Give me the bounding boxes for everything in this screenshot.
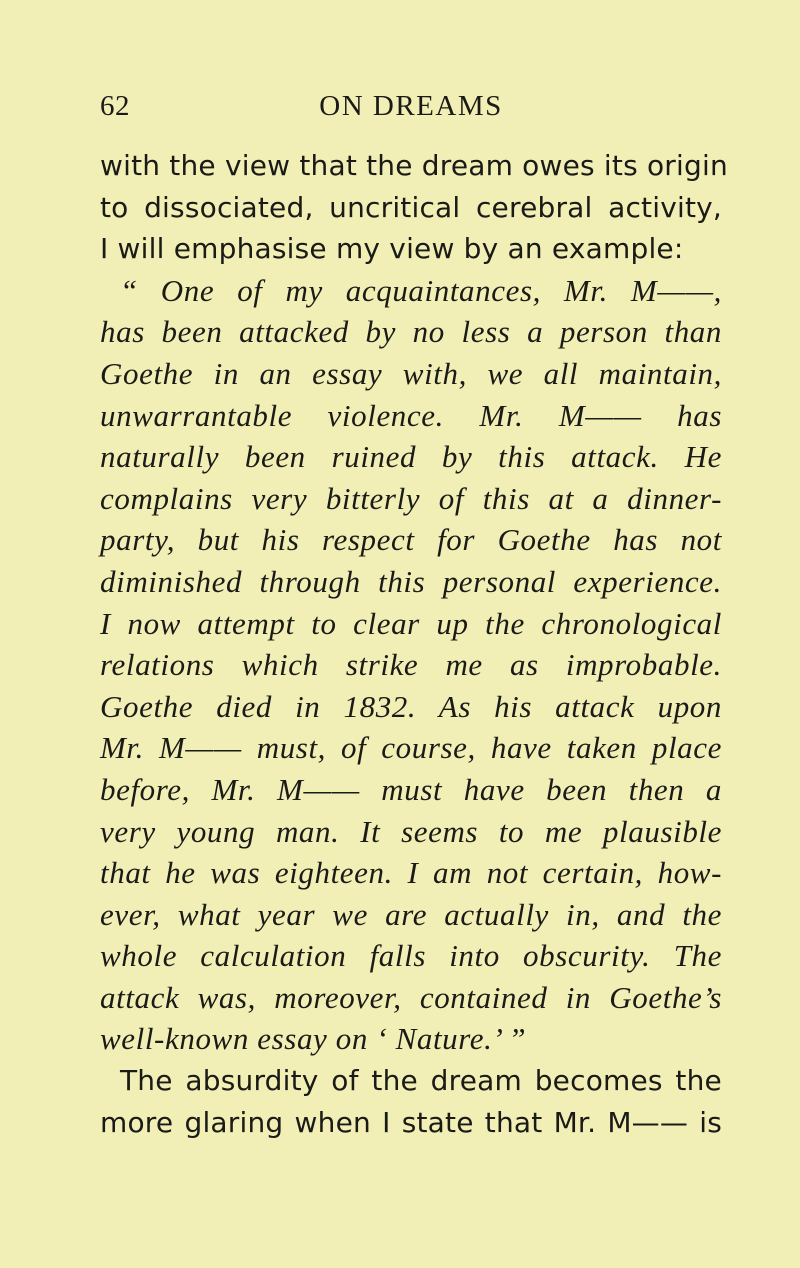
quote-line: has been attacked by no less a person than — [100, 314, 722, 350]
text-line: with the view that the dream owes its origin — [100, 149, 728, 182]
body-text — [100, 145, 728, 1143]
quote-line: ever, what year we are actually in, and the — [100, 896, 722, 932]
quote-line: Mr. M—— must, of course, have taken place — [100, 730, 722, 766]
quote-line: “ One of my acquaintances, Mr. M——, — [120, 272, 722, 308]
quote-line: relations which strike me as improbable. — [100, 647, 722, 683]
text-line: to dissociated, uncritical cerebral activity, — [100, 190, 722, 224]
quote-line: naturally been ruined by this attack. He — [100, 439, 722, 475]
quote-line: very young man. It seems to me plausible — [100, 813, 722, 849]
quote-line: attack was, moreover, contained in Goethe’s — [100, 979, 722, 1015]
quote-line: Goethe in an essay with, we all maintain, — [100, 355, 722, 391]
quote-line: well-known essay on ‘ Nature.’ ” — [100, 1021, 527, 1057]
text-line: The absurdity of the dream becomes the — [120, 1064, 722, 1098]
quote-line: Goethe died in 1832. As his attack upon — [100, 688, 722, 724]
page-number: 62 — [100, 90, 130, 122]
quote-line: that he was eighteen. I am not certain, how- — [100, 855, 722, 891]
quote-line: before, Mr. M—— must have been then a — [100, 771, 722, 807]
text-line: more glaring when I state that Mr. M—— is — [100, 1105, 722, 1139]
quote-line: I now attempt to clear up the chronological — [100, 605, 722, 641]
quote-line: party, but his respect for Goethe has not — [100, 522, 722, 558]
quote-line: unwarrantable violence. Mr. M—— has — [100, 397, 722, 433]
page-header — [100, 90, 722, 126]
text-line: I will emphasise my view by an example: — [100, 232, 684, 266]
quote-line: complains very bitterly of this at a dinner- — [100, 480, 722, 516]
quote-line: diminished through this personal experience. — [100, 563, 722, 599]
quote-line: whole calculation falls into obscurity. The — [100, 938, 722, 974]
running-head: ON DREAMS — [319, 90, 503, 122]
